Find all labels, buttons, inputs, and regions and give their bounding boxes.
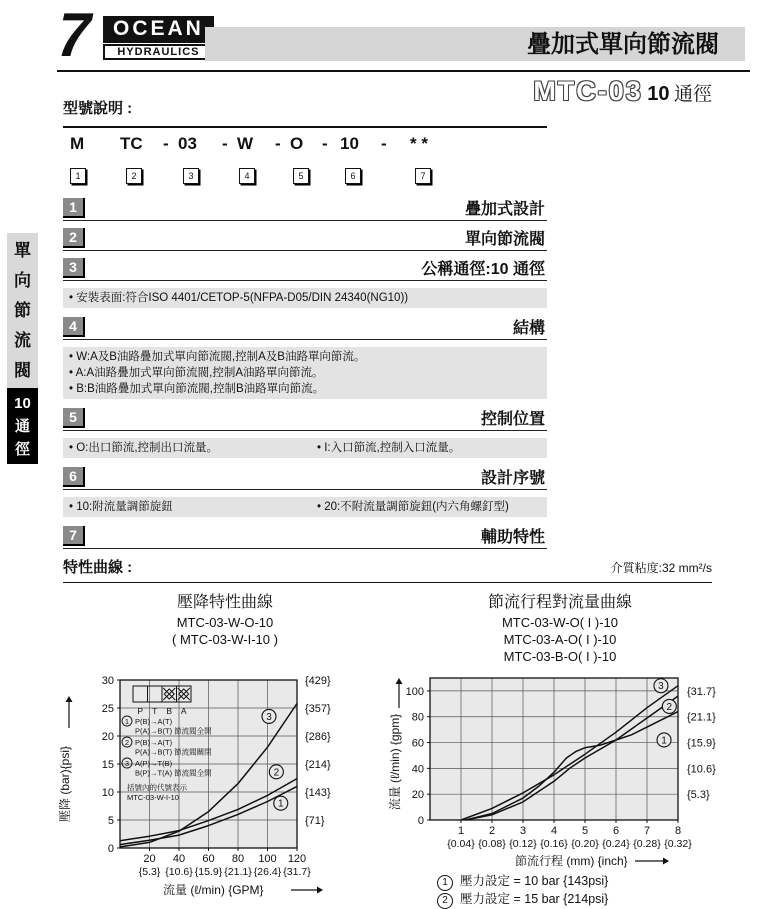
svg-text:{21.1}: {21.1}: [224, 866, 252, 878]
model-code-token: -: [222, 134, 228, 153]
viscosity-note: 介質粘度:32 mm²/s: [610, 561, 712, 575]
sidebar-char: 單: [14, 240, 31, 260]
section-title: 設計序號: [480, 470, 545, 487]
model-code-position-box: 7: [415, 168, 431, 184]
svg-text:100: 100: [405, 685, 424, 698]
model-code-position-box: 2: [126, 168, 142, 184]
sidebar-char: 徑: [14, 440, 30, 458]
bullet-text: • A:A油路疊加式單向節流閥,控制A油路單向節流。: [69, 367, 324, 379]
svg-text:2: 2: [124, 738, 130, 747]
bullet-row: [69, 499, 541, 515]
svg-text:15: 15: [101, 759, 114, 771]
svg-text:{0.12}: {0.12}: [509, 838, 537, 850]
svg-text:{10.6}: {10.6}: [165, 866, 193, 878]
model-code-token: M: [70, 134, 85, 153]
svg-text:MTC-03-W-I-10: MTC-03-W-I-10: [127, 793, 179, 802]
svg-text:30: 30: [101, 675, 114, 687]
svg-text:20: 20: [411, 789, 424, 802]
bullet-row: [69, 365, 541, 381]
header-rule: [57, 70, 750, 72]
section-header-5: [63, 408, 547, 431]
model-code-position-box: 4: [239, 168, 255, 184]
svg-text:0: 0: [107, 843, 114, 855]
svg-text:10: 10: [101, 787, 114, 799]
svg-text:{26.4}: {26.4}: [253, 866, 282, 878]
section-number-badge: 7: [63, 526, 85, 546]
model-code-token: W: [237, 134, 254, 153]
svg-text:60: 60: [202, 853, 215, 865]
left-chart-subtitle-2: ( MTC-03-W-I-10 ): [172, 632, 278, 647]
svg-text:2: 2: [273, 767, 280, 779]
svg-text:7: 7: [643, 825, 651, 837]
svg-text:壓降 (bar){psi}: 壓降 (bar){psi}: [58, 745, 72, 823]
svg-text:P(B)→A(T): P(B)→A(T): [135, 717, 173, 726]
sidebar-char: 節: [14, 300, 31, 320]
svg-text:{5.3}: {5.3}: [687, 789, 710, 802]
svg-text:P(B)→A(T): P(B)→A(T): [135, 738, 173, 747]
svg-text:{143}: {143}: [305, 787, 331, 799]
page-title: 疊加式單向節流閥: [205, 27, 745, 61]
section-header-2: [63, 228, 547, 251]
svg-text:3: 3: [658, 681, 664, 693]
section-bullets: [63, 288, 547, 308]
section-title: 控制位置: [480, 411, 545, 428]
svg-text:{5.3}: {5.3}: [138, 866, 161, 878]
bullet-text: • 安裝表面:符合ISO 4401/CETOP-5(NFPA-D05/DIN 24340(NG10)): [69, 292, 409, 304]
pressure-setting-note: [437, 891, 737, 909]
model-code-position-box: 3: [183, 168, 199, 184]
svg-text:2: 2: [666, 701, 673, 713]
right-chart-subtitle-1: MTC-03-W-O( I )-10: [501, 615, 619, 630]
sections: [63, 198, 547, 556]
svg-text:5: 5: [107, 815, 114, 827]
right-chart-subtitle-2: MTC-03-A-O( I )-10: [503, 632, 617, 647]
model-code-token: -: [275, 134, 281, 153]
svg-text:2: 2: [488, 825, 496, 837]
right-chart-titles: [415, 592, 705, 665]
left-chart-title: 壓降特性曲線: [176, 594, 273, 611]
svg-text:20: 20: [101, 731, 114, 743]
sidebar-char: 閥: [14, 360, 31, 380]
svg-text:{0.16}: {0.16}: [540, 838, 568, 850]
bullet-text: • 10:附流量調節旋鈕: [69, 501, 173, 513]
section-header-1: [63, 198, 547, 221]
svg-text:40: 40: [172, 853, 186, 865]
model-code-token: O: [290, 134, 304, 153]
svg-text:40: 40: [411, 763, 424, 776]
model-size: 10: [647, 83, 670, 105]
svg-text:{357}: {357}: [305, 703, 331, 715]
note-text: 壓力設定 = 15 bar {214psi}: [460, 892, 609, 906]
logo-sub-text: HYDRAULICS: [103, 44, 214, 60]
svg-text:A(P)→T(B): A(P)→T(B): [135, 759, 173, 768]
sidebar-tab-size: [7, 388, 38, 464]
section-number-badge: 4: [63, 317, 85, 337]
model-code-position-box: 1: [70, 168, 86, 184]
bullet-text: • O:出口節流,控制出口流量。: [69, 442, 219, 454]
curves-heading: 特性曲線 :: [63, 559, 133, 576]
svg-text:{0.28}: {0.28}: [633, 838, 661, 850]
model-code-position-box: 5: [293, 168, 309, 184]
svg-text:節流行程 (mm) {inch}: 節流行程 (mm) {inch}: [515, 854, 628, 868]
model-section-heading: 型號說明 :: [63, 100, 133, 117]
svg-text:6: 6: [612, 825, 620, 837]
right-chart-subtitle-3: MTC-03-B-O( I )-10: [503, 649, 617, 664]
model-series-name: MTC-03: [533, 76, 643, 106]
svg-text:{15.9}: {15.9}: [194, 866, 223, 878]
svg-text:P(A)→B(T) 節流閥全開: P(A)→B(T) 節流閥全開: [135, 726, 212, 736]
bullet-row: [69, 381, 541, 397]
bullet-row: [69, 290, 541, 306]
left-chart-titles: [100, 592, 350, 648]
right-chart-title: 節流行程對流量曲線: [487, 594, 632, 611]
svg-text:60: 60: [411, 737, 424, 750]
bullet-row: [69, 349, 541, 365]
section-number-badge: 3: [63, 258, 85, 278]
flow-vs-stroke-chart: [385, 662, 757, 874]
model-series-line: [380, 76, 712, 107]
svg-text:{15.9}: {15.9}: [687, 737, 716, 750]
section-title: 單向節流閥: [464, 231, 545, 248]
model-size-unit: 通徑: [673, 84, 712, 105]
svg-text:1: 1: [457, 825, 465, 837]
sidebar-char: 向: [14, 270, 31, 290]
logo-seven-glyph: 7: [49, 1, 99, 70]
model-code-token: 10: [340, 134, 359, 153]
section-number-badge: 1: [63, 198, 85, 218]
sidebar-char: 流: [14, 330, 31, 350]
svg-text:100: 100: [258, 853, 277, 865]
svg-text:{214}: {214}: [305, 759, 331, 771]
logo-brand-text: OCEAN: [103, 16, 214, 43]
sidebar-char: 10: [14, 394, 31, 412]
svg-text:括號內的代號表示: 括號內的代號表示: [127, 783, 187, 792]
section-header-3: [63, 258, 547, 281]
svg-text:5: 5: [581, 825, 589, 837]
bullet-text: • I:入口節流,控制入口流量。: [317, 442, 461, 454]
svg-text:{31.7}: {31.7}: [283, 866, 311, 878]
model-code-token: * *: [410, 134, 428, 153]
svg-text:80: 80: [411, 711, 424, 724]
svg-text:{10.6}: {10.6}: [687, 763, 716, 776]
bullet-text: • 20:不附流量調節旋鈕(内六角螺釘型): [317, 501, 509, 513]
note-number-circle: 1: [437, 875, 453, 891]
model-code-token: TC: [120, 134, 143, 153]
svg-text:80: 80: [231, 853, 245, 865]
company-logo: [49, 1, 217, 70]
section-number-badge: 5: [63, 408, 85, 428]
svg-text:{0.04}: {0.04}: [447, 838, 475, 850]
svg-text:3: 3: [124, 759, 130, 768]
section-bullets: [63, 438, 547, 458]
pressure-setting-note: [437, 873, 737, 891]
svg-text:3: 3: [519, 825, 527, 837]
section-title: 公稱通徑:10 通徑: [421, 261, 545, 278]
svg-text:1: 1: [277, 798, 284, 810]
svg-text:流量 (ℓ/min) {gpm}: 流量 (ℓ/min) {gpm}: [388, 713, 402, 811]
svg-text:{286}: {286}: [305, 731, 331, 743]
pressure-drop-chart: [55, 666, 385, 907]
left-chart-subtitle-1: MTC-03-W-O-10: [176, 615, 274, 630]
bullet-text: • B:B油路疊加式單向節流閥,控制B油路單向節流。: [69, 383, 325, 395]
model-code-row: [63, 134, 547, 190]
sidebar-tab-valve-type: [7, 233, 38, 388]
bullet-text: • W:A及B油路疊加式單向節流閥,控制A及B油路單向節流。: [69, 351, 366, 363]
model-code-token: -: [163, 134, 169, 153]
svg-text:B: B: [166, 706, 173, 716]
svg-text:{0.20}: {0.20}: [571, 838, 599, 850]
model-code-token: -: [381, 134, 387, 153]
sidebar-char: 通: [14, 417, 30, 435]
model-code-token: 03: [178, 134, 197, 153]
section-header-6: [63, 467, 547, 490]
svg-text:A: A: [180, 706, 187, 716]
section-bullets: [63, 497, 547, 517]
section-title: 輔助特性: [480, 529, 545, 546]
logo-text-block: [103, 16, 214, 60]
svg-text:8: 8: [674, 825, 682, 837]
curves-rule: [63, 582, 712, 583]
svg-text:{71}: {71}: [305, 815, 325, 827]
section-header-7: [63, 526, 547, 549]
section-title: 疊加式設計: [464, 201, 545, 218]
section-header-4: [63, 317, 547, 340]
svg-text:B(P)→T(A) 節流閥全開: B(P)→T(A) 節流閥全開: [135, 768, 212, 778]
svg-text:3: 3: [266, 711, 272, 723]
svg-text:1: 1: [661, 735, 667, 747]
svg-text:{21.1}: {21.1}: [687, 711, 716, 724]
svg-text:{0.08}: {0.08}: [478, 838, 506, 850]
pressure-setting-notes: [437, 873, 737, 909]
section-number-badge: 6: [63, 467, 85, 487]
svg-text:{31.7}: {31.7}: [687, 685, 716, 698]
svg-text:P(A)→B(T) 節流閥關閉: P(A)→B(T) 節流閥關閉: [135, 747, 212, 757]
svg-text:25: 25: [101, 703, 114, 715]
model-code-rule: [63, 126, 547, 128]
note-number-circle: 2: [437, 893, 453, 909]
section-bullets: [63, 347, 547, 399]
svg-text:{0.24}: {0.24}: [602, 838, 630, 850]
svg-text:{429}: {429}: [305, 675, 331, 687]
section-number-badge: 2: [63, 228, 85, 248]
svg-text:120: 120: [287, 853, 307, 865]
section-title: 結構: [512, 320, 545, 337]
svg-text:4: 4: [550, 825, 558, 837]
model-code-position-box: 6: [345, 168, 361, 184]
model-code-token: -: [322, 134, 328, 153]
note-text: 壓力設定 = 10 bar {143psi}: [460, 874, 609, 888]
svg-text:T: T: [152, 706, 158, 716]
svg-text:P: P: [137, 706, 144, 716]
svg-text:1: 1: [124, 717, 130, 726]
svg-text:{0.32}: {0.32}: [664, 838, 692, 850]
bullet-row: [69, 440, 541, 456]
svg-text:20: 20: [143, 853, 156, 865]
svg-text:0: 0: [417, 815, 424, 827]
svg-text:流量 (ℓ/min) {GPM}: 流量 (ℓ/min) {GPM}: [163, 883, 264, 897]
